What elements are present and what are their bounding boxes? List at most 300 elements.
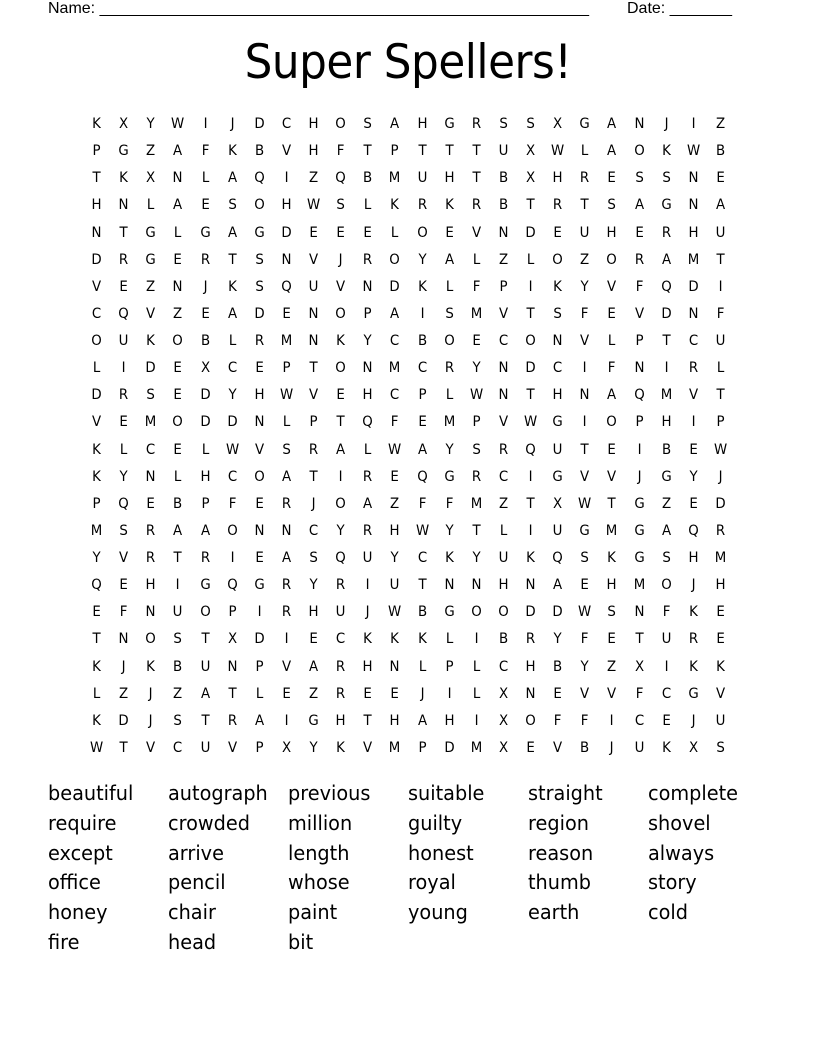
grid-letter: G (145, 224, 156, 241)
grid-letter: J (637, 468, 642, 485)
grid-letter: F (635, 685, 643, 702)
grid-letter: E (607, 631, 617, 648)
grid-letter: N (634, 116, 645, 132)
grid-letter: B (498, 170, 509, 187)
grid-letter: F (119, 604, 128, 621)
grid-letter: P (255, 658, 264, 675)
grid-letter: T (607, 495, 617, 512)
grid-letter: Y (119, 468, 128, 485)
grid-letter: T (634, 631, 644, 648)
grid-letter: W (89, 739, 104, 756)
grid-letter: I (691, 414, 696, 431)
grid-letter: A (254, 712, 264, 729)
grid-letter: I (447, 685, 452, 702)
grid-letter: N (281, 251, 292, 268)
word-bank-item: reason (528, 840, 594, 865)
grid-letter: U (715, 712, 726, 729)
grid-letter: A (336, 441, 346, 458)
grid-letter: D (227, 414, 238, 431)
grid-letter: K (227, 278, 237, 295)
grid-letter: G (661, 197, 672, 214)
grid-letter: P (716, 414, 725, 431)
grid-letter: I (175, 577, 180, 594)
grid-letter: K (607, 550, 617, 566)
grid-letter: A (363, 495, 373, 512)
grid-letter: H (688, 550, 699, 566)
grid-letter: X (227, 631, 237, 648)
word-bank-item: suitable (408, 781, 485, 805)
grid-letter: L (445, 278, 453, 295)
grid-letter: U (362, 550, 373, 566)
grid-letter: X (498, 739, 509, 756)
grid-letter: C (91, 305, 102, 322)
grid-letter: N (498, 387, 509, 404)
grid-letter: A (281, 468, 291, 485)
grid-letter: V (580, 333, 590, 349)
word-bank-item: story (648, 870, 697, 895)
grid-letter: R (336, 685, 346, 702)
grid-letter: Z (173, 305, 183, 322)
word-bank-item: head (168, 929, 217, 954)
grid-letter: R (580, 170, 590, 187)
grid-letter: H (444, 170, 455, 187)
grid-letter: K (92, 712, 101, 729)
grid-letter: Q (281, 278, 292, 295)
grid-letter: Q (552, 550, 563, 566)
grid-letter: E (689, 495, 698, 512)
grid-letter: J (609, 739, 614, 756)
grid-letter: F (608, 360, 616, 377)
grid-letter: I (664, 360, 669, 377)
word-bank-item: earth (528, 900, 580, 925)
grid-letter: V (336, 278, 346, 295)
grid-letter: J (148, 685, 153, 702)
grid-letter: X (553, 116, 563, 132)
grid-letter: V (363, 739, 373, 756)
grid-letter: M (280, 333, 293, 349)
grid-letter: K (444, 550, 454, 566)
grid-letter: C (146, 441, 156, 458)
grid-letter: C (498, 468, 509, 485)
grid-letter: E (363, 685, 373, 702)
grid-letter: A (607, 143, 617, 160)
grid-letter: T (526, 495, 535, 512)
grid-letter: J (203, 278, 208, 295)
grid-letter: T (309, 468, 318, 485)
grid-letter: O (335, 305, 346, 322)
grid-letter: R (146, 522, 156, 539)
grid-letter: N (118, 197, 129, 214)
grid-letter: V (308, 387, 319, 404)
grid-letter: V (146, 305, 156, 322)
grid-letter: R (363, 468, 373, 485)
grid-letter: M (633, 577, 645, 594)
grid-letter: F (472, 278, 481, 295)
grid-letter: L (472, 685, 481, 702)
grid-letter: Q (118, 495, 129, 512)
grid-letter: Y (472, 550, 481, 566)
grid-letter: T (92, 170, 101, 187)
grid-letter: W (523, 414, 538, 431)
grid-letter: D (118, 712, 129, 729)
grid-letter: G (308, 712, 319, 729)
grid-letter: G (444, 604, 455, 621)
grid-letter: G (579, 522, 590, 539)
grid-letter: S (146, 387, 156, 404)
grid-letter: J (121, 658, 126, 675)
word-bank-item: arrive (168, 840, 224, 865)
grid-letter: S (607, 197, 617, 214)
grid-letter: J (664, 116, 669, 132)
grid-letter: G (633, 495, 645, 512)
grid-letter: T (472, 522, 481, 539)
grid-letter: W (388, 604, 402, 621)
grid-letter: C (390, 333, 400, 349)
grid-letter: N (688, 170, 699, 187)
grid-letter: Q (254, 170, 265, 187)
grid-letter: B (254, 143, 264, 160)
grid-letter: C (498, 333, 509, 349)
word-bank-item: cold (648, 900, 688, 925)
grid-letter: G (199, 224, 211, 241)
grid-letter: E (119, 278, 128, 295)
grid-letter: R (281, 577, 292, 594)
grid-letter: M (389, 739, 401, 756)
grid-letter: T (662, 333, 671, 349)
grid-letter: W (578, 604, 592, 621)
grid-letter: N (579, 387, 590, 404)
grid-letter: F (418, 495, 426, 512)
grid-letter: N (172, 278, 183, 295)
grid-letter: I (474, 712, 479, 729)
grid-letter: I (257, 604, 262, 621)
grid-letter: N (634, 604, 645, 621)
grid-letter: E (336, 387, 345, 404)
grid-letter: T (716, 251, 725, 268)
grid-letter: O (525, 333, 536, 349)
grid-letter: I (230, 550, 235, 566)
grid-letter: O (416, 224, 428, 241)
grid-letter: V (281, 658, 291, 675)
grid-letter: Q (525, 441, 536, 458)
grid-letter: I (528, 522, 533, 539)
grid-letter: B (173, 658, 183, 675)
grid-letter: O (471, 604, 482, 621)
grid-letter: H (389, 712, 400, 729)
grid-letter: D (254, 631, 265, 648)
grid-letter: E (173, 360, 183, 377)
grid-letter: B (661, 441, 671, 458)
grid-letter: A (417, 441, 427, 458)
grid-letter: N (525, 685, 536, 702)
grid-letter: K (363, 631, 373, 648)
grid-letter: A (173, 522, 183, 539)
worksheet-title: Super Spellers! (244, 35, 572, 90)
grid-letter: E (92, 604, 101, 621)
grid-letter: R (525, 631, 536, 648)
grid-letter: H (91, 197, 102, 214)
grid-letter: K (92, 658, 101, 675)
grid-letter: N (471, 577, 482, 594)
grid-letter: H (417, 116, 428, 132)
grid-letter: V (715, 685, 725, 702)
grid-letter: E (309, 224, 318, 241)
grid-letter: X (525, 170, 536, 187)
grid-letter: G (552, 414, 563, 431)
grid-letter: E (689, 441, 698, 458)
grid-letter: T (363, 712, 372, 729)
grid-letter: L (174, 468, 182, 485)
grid-letter: A (417, 712, 427, 729)
word-bank-item: million (288, 810, 353, 835)
grid-letter: G (661, 468, 672, 485)
grid-letter: Q (226, 577, 238, 594)
grid-letter: H (552, 387, 563, 404)
grid-letter: G (688, 685, 699, 702)
grid-letter: P (363, 305, 372, 322)
grid-letter: H (281, 197, 292, 214)
grid-letter: R (119, 387, 129, 404)
grid-letter: Y (580, 278, 589, 295)
grid-letter: O (335, 360, 346, 377)
grid-letter: C (227, 360, 237, 377)
grid-letter: R (471, 468, 481, 485)
grid-letter: P (472, 414, 481, 431)
grid-letter: A (444, 251, 454, 268)
grid-letter: K (336, 739, 346, 756)
grid-letter: A (200, 522, 210, 539)
grid-letter: D (254, 305, 265, 322)
grid-letter: I (284, 631, 289, 648)
grid-letter: C (688, 333, 698, 349)
grid-letter: O (443, 333, 455, 349)
grid-letter: M (714, 550, 727, 566)
grid-letter: E (580, 577, 590, 594)
grid-letter: U (308, 278, 319, 295)
grid-letter: K (417, 631, 427, 648)
grid-letter: N (281, 522, 292, 539)
grid-letter: A (308, 658, 319, 675)
grid-letter: A (281, 550, 291, 566)
grid-letter: K (119, 170, 129, 187)
grid-letter: X (119, 116, 129, 132)
grid-letter: F (391, 414, 399, 431)
grid-letter: E (282, 685, 291, 702)
grid-letter: T (526, 197, 535, 214)
grid-letter: T (200, 712, 210, 729)
grid-letter: F (336, 143, 345, 160)
grid-letter: L (201, 170, 209, 187)
grid-letter: L (364, 441, 372, 458)
grid-letter: T (309, 360, 318, 377)
grid-letter: F (580, 305, 589, 322)
grid-letter: Q (362, 414, 374, 431)
grid-letter: I (609, 712, 614, 729)
grid-letter: F (228, 495, 237, 512)
grid-letter: I (528, 278, 533, 295)
grid-letter: Q (660, 278, 672, 295)
grid-letter: Y (689, 468, 698, 485)
grid-letter: Q (335, 170, 346, 187)
grid-letter: H (308, 604, 319, 621)
grid-letter: O (335, 116, 346, 132)
grid-letter: U (417, 170, 427, 187)
grid-letter: T (472, 170, 481, 187)
grid-letter: P (390, 143, 399, 160)
grid-letter: O (498, 604, 509, 621)
date-field-label: Date: _______ (627, 0, 732, 17)
grid-letter: M (470, 305, 483, 322)
grid-letter: V (91, 414, 102, 431)
grid-letter: A (173, 197, 183, 214)
grid-letter: V (607, 468, 617, 485)
grid-letter: C (308, 522, 319, 539)
grid-letter: I (637, 441, 642, 458)
grid-letter: S (173, 712, 183, 729)
grid-letter: H (606, 577, 617, 594)
grid-letter: E (173, 251, 183, 268)
grid-letter: I (474, 631, 479, 648)
word-bank-item: length (288, 840, 350, 865)
grid-letter: E (607, 170, 617, 187)
grid-letter: C (336, 631, 346, 648)
grid-letter: H (335, 712, 346, 729)
grid-letter: L (472, 658, 481, 675)
grid-letter: L (282, 414, 291, 431)
grid-letter: D (525, 604, 536, 621)
grid-letter: V (607, 278, 617, 295)
grid-letter: H (308, 143, 319, 160)
word-bank-item: chair (168, 900, 216, 925)
grid-letter: S (661, 550, 671, 566)
grid-letter: I (664, 658, 669, 675)
grid-letter: D (281, 224, 292, 241)
grid-letter: D (254, 116, 265, 132)
grid-letter: E (173, 441, 183, 458)
grid-letter: R (417, 197, 427, 214)
grid-letter: B (715, 143, 726, 160)
grid-letter: H (715, 577, 726, 594)
grid-letter: O (172, 414, 184, 431)
grid-letter: G (633, 522, 645, 539)
grid-letter: L (92, 360, 101, 377)
grid-letter: U (552, 441, 563, 458)
grid-letter: A (715, 197, 725, 214)
grid-letter: W (469, 387, 483, 404)
grid-letter: K (92, 441, 101, 458)
grid-letter: Z (119, 685, 129, 702)
grid-letter: I (284, 712, 289, 729)
grid-letter: H (145, 577, 156, 594)
grid-letter: A (553, 577, 563, 594)
grid-letter: K (526, 550, 535, 566)
grid-letter: B (173, 495, 183, 512)
grid-letter: N (444, 577, 455, 594)
grid-letter: V (553, 739, 563, 756)
word-bank-item: autograph (168, 781, 268, 805)
grid-letter: E (146, 495, 156, 512)
grid-letter: R (553, 197, 563, 214)
grid-letter: D (525, 360, 536, 377)
grid-letter: K (553, 278, 563, 295)
grid-letter: K (390, 631, 400, 648)
grid-letter: I (582, 360, 587, 377)
grid-letter: T (363, 143, 372, 160)
grid-letter: R (281, 495, 292, 512)
grid-letter: Z (390, 495, 400, 512)
grid-letter: X (498, 685, 509, 702)
grid-letter: U (661, 631, 672, 648)
grid-letter: C (498, 658, 509, 675)
grid-letter: R (308, 441, 319, 458)
grid-letter: M (389, 170, 401, 187)
grid-letter: X (200, 360, 210, 377)
grid-letter: C (173, 739, 183, 756)
word-bank-item: crowded (168, 810, 250, 835)
grid-letter: E (716, 170, 725, 187)
grid-letter: V (254, 441, 264, 458)
grid-letter: R (119, 251, 129, 268)
grid-letter: O (660, 577, 672, 594)
grid-letter: T (526, 387, 535, 404)
grid-letter: S (119, 522, 128, 539)
grid-letter: J (338, 251, 343, 268)
grid-letter: N (145, 604, 156, 621)
grid-letter: R (444, 360, 454, 377)
grid-letter: W (686, 143, 700, 160)
grid-letter: W (578, 495, 592, 512)
grid-letter: T (417, 577, 427, 594)
grid-letter: Y (336, 522, 345, 539)
grid-letter: E (255, 550, 264, 566)
grid-letter: G (254, 577, 265, 594)
grid-letter: M (660, 387, 672, 404)
grid-letter: N (254, 522, 265, 539)
grid-letter: P (635, 333, 644, 349)
grid-letter: M (470, 739, 483, 756)
grid-letter: W (551, 143, 565, 160)
grid-letter: V (281, 143, 291, 160)
word-bank-item: previous (288, 781, 371, 805)
grid-letter: L (201, 441, 209, 458)
grid-letter: Z (498, 495, 509, 512)
grid-letter: N (688, 197, 699, 214)
grid-letter: E (661, 712, 671, 729)
grid-letter: K (336, 333, 346, 349)
grid-letter: S (716, 739, 725, 756)
grid-letter: L (391, 224, 399, 241)
grid-letter: Y (146, 116, 155, 132)
grid-letter: E (363, 224, 373, 241)
grid-letter: J (148, 712, 153, 729)
grid-letter: A (661, 251, 671, 268)
grid-letter: S (661, 170, 671, 187)
grid-letter: R (146, 550, 156, 566)
grid-letter: P (228, 604, 237, 621)
grid-letter: O (335, 495, 346, 512)
grid-letter: C (417, 360, 427, 377)
word-bank-item: require (48, 810, 117, 835)
grid-letter: J (311, 495, 316, 512)
grid-letter: I (528, 468, 533, 485)
grid-letter: N (118, 631, 129, 648)
grid-letter: S (227, 197, 237, 214)
grid-letter: G (552, 468, 563, 485)
grid-letter: O (226, 522, 238, 539)
grid-letter: P (92, 495, 101, 512)
grid-letter: H (389, 522, 400, 539)
word-bank-item: except (48, 840, 113, 865)
